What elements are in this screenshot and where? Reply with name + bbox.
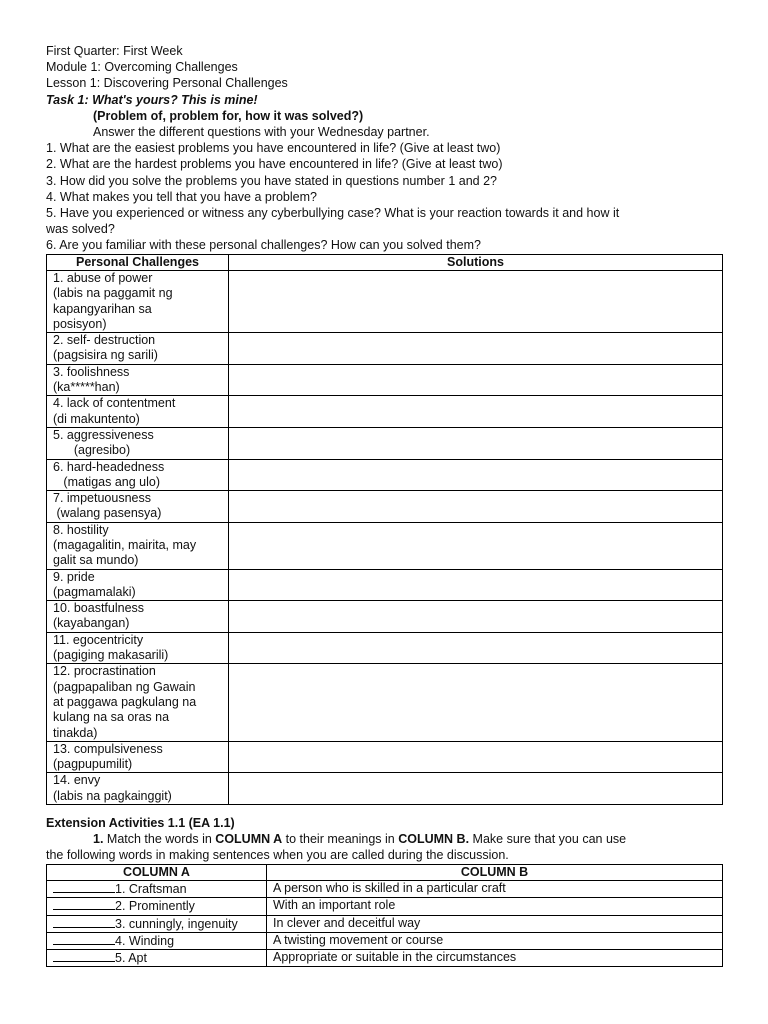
challenge-text: (pagpapaliban ng Gawain: [53, 679, 196, 694]
challenge-row: [47, 364, 723, 396]
solution-cell[interactable]: [229, 396, 723, 428]
matching-row: [47, 880, 723, 897]
challenge-text: (di makuntento): [53, 411, 140, 426]
solution-cell[interactable]: [229, 601, 723, 633]
challenge-cell: [47, 741, 229, 773]
question-item: 4. What makes you tell that you have a problem?: [46, 189, 317, 204]
extension-title: Extension Activities 1.1 (EA 1.1): [46, 816, 235, 831]
column-a-header: COLUMN A: [47, 864, 267, 880]
column-a-cell: [47, 898, 267, 915]
challenge-text: 9. pride: [53, 569, 95, 584]
solutions-header: Solutions: [229, 254, 723, 270]
challenge-row: [47, 396, 723, 428]
column-a-cell: [47, 880, 267, 897]
lesson-line: Lesson 1: Discovering Personal Challenges: [46, 76, 288, 91]
challenge-row: [47, 333, 723, 365]
challenge-text: 11. egocentricity: [53, 632, 144, 647]
answer-blank[interactable]: [53, 933, 115, 945]
challenge-row: [47, 741, 723, 773]
challenge-cell: [47, 632, 229, 664]
challenge-text: 10. boastfulness: [53, 601, 145, 616]
challenge-row: [47, 773, 723, 805]
module-line: Module 1: Overcoming Challenges: [46, 60, 238, 75]
column-a-word: 5. Apt: [115, 951, 147, 966]
matching-row: [47, 950, 723, 967]
challenge-text: at paggawa pagkulang na: [53, 694, 197, 709]
column-a-word: 2. Prominently: [115, 899, 195, 914]
solution-cell[interactable]: [229, 270, 723, 332]
document-page: [46, 43, 722, 967]
challenge-row: [47, 270, 723, 332]
answer-blank[interactable]: [53, 916, 115, 928]
challenge-text: (ka*****han): [53, 380, 120, 395]
challenge-text: 5. aggressiveness: [53, 427, 154, 442]
solution-cell[interactable]: [229, 427, 723, 459]
question-item: 3. How did you solve the problems you have stated in questions number 1 and 2?: [46, 173, 497, 188]
column-a-word: 1. Craftsman: [115, 881, 187, 896]
challenge-row: [47, 569, 723, 601]
challenge-text: (pagiging makasarili): [53, 648, 169, 663]
challenge-text: 4. lack of contentment: [53, 396, 176, 411]
column-a-word: 3. cunningly, ingenuity: [115, 916, 238, 931]
challenge-row: [47, 522, 723, 569]
question-item: 5. Have you experienced or witness any cyberbullying case? What is your reaction towards it and how it: [46, 206, 620, 221]
challenge-row: [47, 664, 723, 741]
challenge-text: (magagalitin, mairita, may: [53, 537, 197, 552]
column-a-cell: [47, 932, 267, 949]
answer-blank[interactable]: [53, 881, 115, 893]
challenge-cell: [47, 396, 229, 428]
challenge-cell: [47, 270, 229, 332]
challenge-cell: [47, 773, 229, 805]
matching-row: [47, 898, 723, 915]
challenge-cell: [47, 427, 229, 459]
challenge-text: 3. foolishness: [53, 364, 130, 379]
extension-instruction: 1. Match the words in COLUMN A to their meanings in COLUMN B. Make sure that you can use: [93, 832, 627, 847]
question-item: 2. What are the hardest problems you have encountered in life? (Give at least two): [46, 157, 503, 172]
question-item: 1. What are the easiest problems you have encountered in life? (Give at least two): [46, 141, 501, 156]
column-a-cell: [47, 950, 267, 967]
question-item: 6. Are you familiar with these personal challenges? How can you solved them?: [46, 238, 481, 253]
challenge-cell: [47, 569, 229, 601]
solution-cell[interactable]: [229, 569, 723, 601]
column-b-header: COLUMN B: [267, 864, 723, 880]
challenge-text: (matigas ang ulo): [53, 474, 160, 489]
challenge-text: 12. procrastination: [53, 664, 156, 679]
challenge-cell: [47, 333, 229, 365]
challenge-text: tinakda): [53, 725, 98, 740]
challenge-text: (pagpupumilit): [53, 757, 133, 772]
challenge-text: kulang na sa oras na: [53, 710, 170, 725]
challenges-body: [47, 270, 723, 804]
matching-row: [47, 915, 723, 932]
challenge-cell: [47, 364, 229, 396]
challenge-cell: [47, 664, 229, 741]
question-list: [46, 140, 722, 253]
challenge-text: 13. compulsiveness: [53, 741, 163, 756]
challenge-cell: [47, 459, 229, 491]
challenge-text: 7. impetuousness: [53, 491, 151, 506]
challenge-text: (agresibo): [53, 443, 131, 458]
column-b-meaning: With an important role: [267, 898, 723, 915]
solution-cell[interactable]: [229, 664, 723, 741]
solution-cell[interactable]: [229, 491, 723, 523]
challenge-text: 6. hard-headedness: [53, 459, 165, 474]
challenge-text: (labis na paggamit ng: [53, 286, 173, 301]
personal-challenges-table: [46, 254, 723, 805]
column-b-meaning: Appropriate or suitable in the circumstances: [267, 950, 723, 967]
solution-cell[interactable]: [229, 632, 723, 664]
column-a-cell: [47, 915, 267, 932]
solution-cell[interactable]: [229, 741, 723, 773]
answer-blank[interactable]: [53, 898, 115, 910]
challenge-text: 1. abuse of power: [53, 270, 153, 285]
challenge-cell: [47, 601, 229, 633]
challenge-text: 14. envy: [53, 773, 101, 788]
challenge-cell: [47, 522, 229, 569]
answer-blank[interactable]: [53, 950, 115, 962]
task-title: Task 1: What's yours? This is mine!: [46, 92, 258, 107]
question-item: was solved?: [46, 222, 115, 237]
column-a-word: 4. Winding: [115, 933, 175, 948]
solution-cell[interactable]: [229, 333, 723, 365]
matching-row: [47, 932, 723, 949]
challenge-text: (pagsisira ng sarili): [53, 348, 158, 363]
challenge-text: kapangyarihan sa: [53, 301, 152, 316]
challenge-text: 8. hostility: [53, 522, 109, 537]
solution-cell[interactable]: [229, 522, 723, 569]
challenge-text: (pagmamalaki): [53, 584, 136, 599]
solution-cell[interactable]: [229, 459, 723, 491]
challenge-row: [47, 632, 723, 664]
extension-instruction-line2: the following words in making sentences when you are called during the discussion.: [46, 848, 509, 863]
challenge-text: (walang pasensya): [53, 506, 162, 521]
column-b-meaning: A person who is skilled in a particular craft: [267, 880, 723, 897]
challenge-text: posisyon): [53, 316, 107, 331]
challenge-text: galit sa mundo): [53, 553, 139, 568]
matching-body: [47, 880, 723, 966]
challenge-text: (kayabangan): [53, 616, 130, 631]
task-instruction: Answer the different questions with your Wednesday partner.: [93, 125, 430, 140]
quarter-line: First Quarter: First Week: [46, 44, 183, 58]
solution-cell[interactable]: [229, 773, 723, 805]
challenges-header: Personal Challenges: [47, 254, 229, 270]
challenge-text: 2. self- destruction: [53, 333, 156, 348]
challenge-row: [47, 427, 723, 459]
challenge-cell: [47, 491, 229, 523]
solution-cell[interactable]: [229, 364, 723, 396]
challenge-row: [47, 459, 723, 491]
challenge-row: [47, 601, 723, 633]
challenge-row: [47, 491, 723, 523]
task-subtitle: (Problem of, problem for, how it was solved?): [93, 108, 364, 123]
column-b-meaning: In clever and deceitful way: [267, 915, 723, 932]
challenge-text: (labis na pagkainggit): [53, 788, 172, 803]
matching-table: [46, 864, 723, 968]
column-b-meaning: A twisting movement or course: [267, 932, 723, 949]
